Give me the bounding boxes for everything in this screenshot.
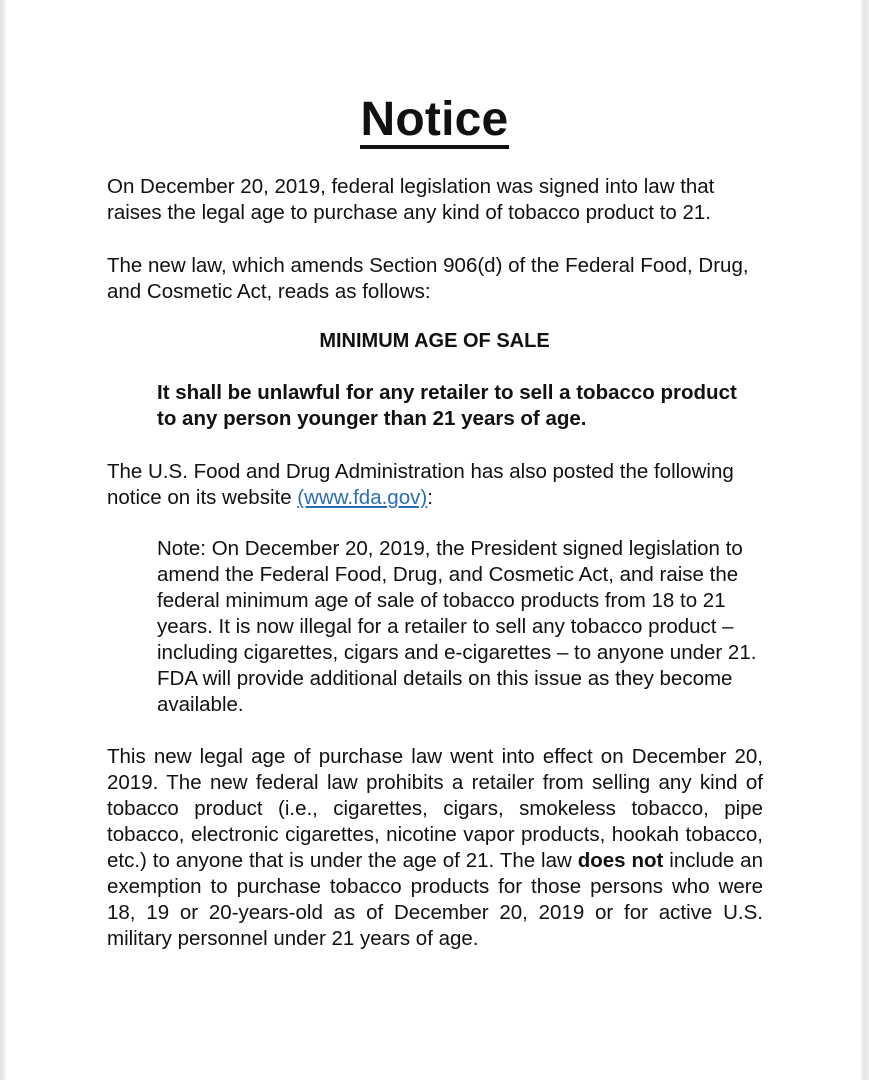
section-heading: MINIMUM AGE OF SALE bbox=[319, 330, 550, 352]
quoted-law: It shall be unlawful for any retailer to sell a tobacco product to any person younger than 21 years of age. bbox=[157, 381, 737, 430]
intro-paragraph: On December 20, 2019, federal legislation was signed into law that raises the legal age to purchase any kind of tobacco product to 21. bbox=[107, 175, 715, 224]
effect-paragraph-part2: include an exemption to purchase tobacco products for those persons who were 18, 19 or 20-years-old as of December 20, 2019 or for active U.S. military personnel under 21 years of age. bbox=[107, 849, 763, 950]
effect-paragraph-part1: This new legal age of purchase law went into effect on December 20, 2019. The new federal law prohibits a retailer from selling any kind of tobacco product (i.e., cigarettes, cigars, smokeless tobacco, pipe tobacco, electronic cigarettes, nicotine vapor products, hookah tobacco, etc.) to anyone that is under the age of 21. The law bbox=[107, 745, 763, 872]
fda-paragraph-colon: : bbox=[427, 486, 433, 509]
notice-title: Notice bbox=[360, 95, 510, 149]
notice-title-container bbox=[0, 92, 869, 149]
emphasis-does-not: does not bbox=[577, 849, 664, 872]
amendment-paragraph: The new law, which amends Section 906(d) of the Federal Food, Drug, and Cosmetic Act, reads as follows: bbox=[107, 254, 749, 303]
fda-note: Note: On December 20, 2019, the President signed legislation to amend the Federal Food, Drug, and Cosmetic Act, and raise the federal minimum age of sale of tobacco products from 18 to 21 years. It is now illegal for a retailer to sell any tobacco product – including cigarettes, cigars and e-cigarettes – to anyone under 21. FDA will provide additional details on this issue as they become available. bbox=[157, 537, 757, 716]
fda-paragraph-text: The U.S. Food and Drug Administration has also posted the following notice on its website bbox=[107, 460, 734, 509]
fda-website-link[interactable]: (www.fda.gov) bbox=[297, 486, 428, 509]
fda-paragraph bbox=[107, 459, 767, 511]
effect-paragraph bbox=[107, 744, 763, 952]
